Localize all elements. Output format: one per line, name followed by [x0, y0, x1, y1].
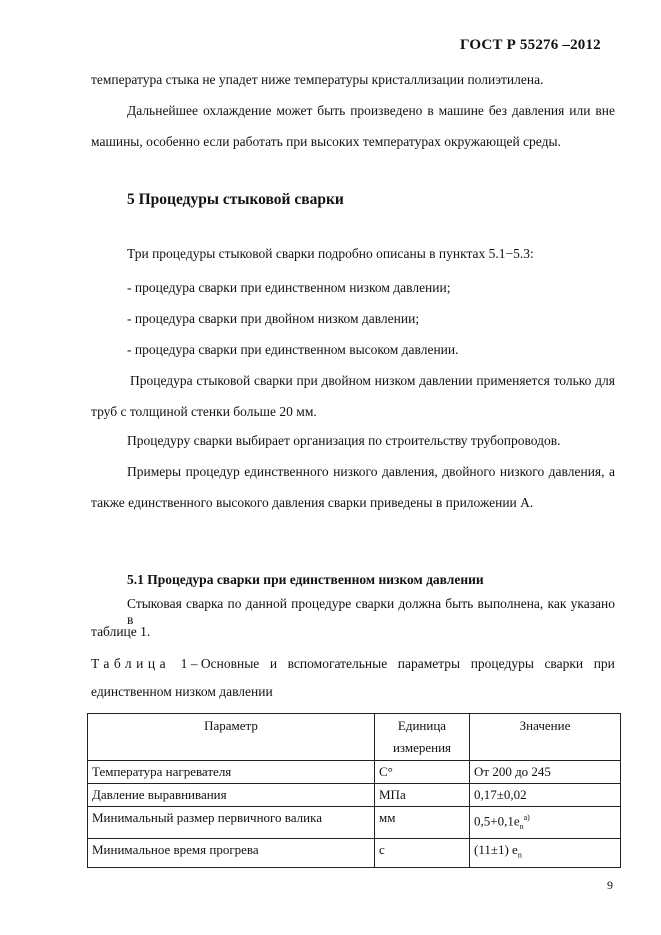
section-heading-5-1: 5.1 Процедура сварки при единственном низком давлении: [127, 572, 484, 587]
paragraph: Примеры процедур единственного низкого давления, двойного низкого давления, а: [127, 464, 615, 479]
paragraph: Стыковая сварка по данной процедуре сварки должна быть выполнена, как указано в: [127, 596, 615, 627]
caption-word: и: [269, 656, 278, 671]
cell-value: От 200 до 245: [470, 761, 621, 784]
caption-word: сварки: [544, 656, 584, 671]
cell-value: 0,17±0,02: [470, 784, 621, 807]
page-number: 9: [607, 878, 613, 892]
column-header-value: Значение: [470, 714, 621, 761]
paragraph: Три процедуры стыковой сварки подробно описаны в пунктах 5.1−5.3:: [127, 246, 534, 261]
cell-parameter: Минимальное время прогрева: [88, 838, 375, 867]
cell-parameter: Температура нагревателя: [88, 761, 375, 784]
paragraph: Процедуру сварки выбирает организация по строительству трубопроводов.: [127, 433, 561, 448]
paragraph: также единственного высокого давления сварки приведены в приложении А.: [91, 495, 534, 510]
footnote-marker: a): [523, 813, 530, 822]
section-heading-5: 5 Процедуры стыковой сварки: [127, 191, 344, 208]
caption-word: 1 – Основные: [180, 656, 260, 671]
table-caption-line2: единственном низком давлении: [91, 684, 273, 699]
table-caption-label: Таблица: [91, 656, 171, 671]
table-row: [88, 761, 621, 784]
table-row: [88, 838, 621, 867]
word: вне: [595, 103, 615, 118]
value-subscript: n: [519, 821, 524, 831]
parameters-table: [87, 713, 621, 868]
value-subscript: n: [517, 850, 522, 860]
word: в: [427, 103, 434, 118]
paragraph-justified: [127, 103, 615, 119]
cell-unit: с: [375, 838, 470, 867]
list-item: - процедура сварки при единственном высоком давлении.: [127, 342, 459, 357]
value-text: (11±1) e: [474, 841, 518, 857]
cell-parameter: Давление выравнивания: [88, 784, 375, 807]
caption-word: процедуры: [470, 656, 534, 671]
word: давления: [511, 103, 565, 118]
word: произведено: [350, 103, 423, 118]
cell-parameter: Минимальный размер первичного валика: [88, 807, 375, 839]
word: быть: [317, 103, 346, 118]
word: машине: [438, 103, 484, 118]
paragraph: таблице 1.: [91, 624, 151, 639]
word: без: [488, 103, 507, 118]
paragraph: Процедура стыковой сварки при двойном низком давлении применяется только для: [130, 373, 615, 388]
cell-value: [470, 807, 621, 839]
value-text: 0,5+0,1e: [474, 813, 520, 829]
cell-unit: мм: [375, 807, 470, 839]
paragraph: машины, особенно если работать при высоких температурах окружающей среды.: [91, 134, 561, 149]
cell-unit: С°: [375, 761, 470, 784]
column-header-parameter: Параметр: [88, 714, 375, 761]
word: охлаждение: [202, 103, 272, 118]
table-header-row: [88, 714, 621, 761]
word: или: [569, 103, 591, 118]
caption-word: при: [593, 656, 615, 671]
word: Дальнейшее: [127, 103, 199, 118]
paragraph: труб с толщиной стенки больше 20 мм.: [91, 404, 317, 419]
table-caption: [91, 656, 615, 672]
table-row: [88, 784, 621, 807]
table-row: [88, 807, 621, 839]
list-item: - процедура сварки при двойном низком давлении;: [127, 311, 420, 326]
caption-word: вспомогательные: [287, 656, 388, 671]
caption-word: параметры: [397, 656, 461, 671]
list-item: - процедура сварки при единственном низком давлении;: [127, 280, 451, 295]
cell-unit: МПа: [375, 784, 470, 807]
cell-value: [470, 838, 621, 867]
word: может: [276, 103, 313, 118]
document-header-standard: ГОСТ Р 55276 –2012: [460, 37, 601, 53]
column-header-unit: Единица измерения: [375, 714, 470, 761]
paragraph: температура стыка не упадет ниже температуры кристаллизации полиэтилена.: [91, 72, 544, 87]
